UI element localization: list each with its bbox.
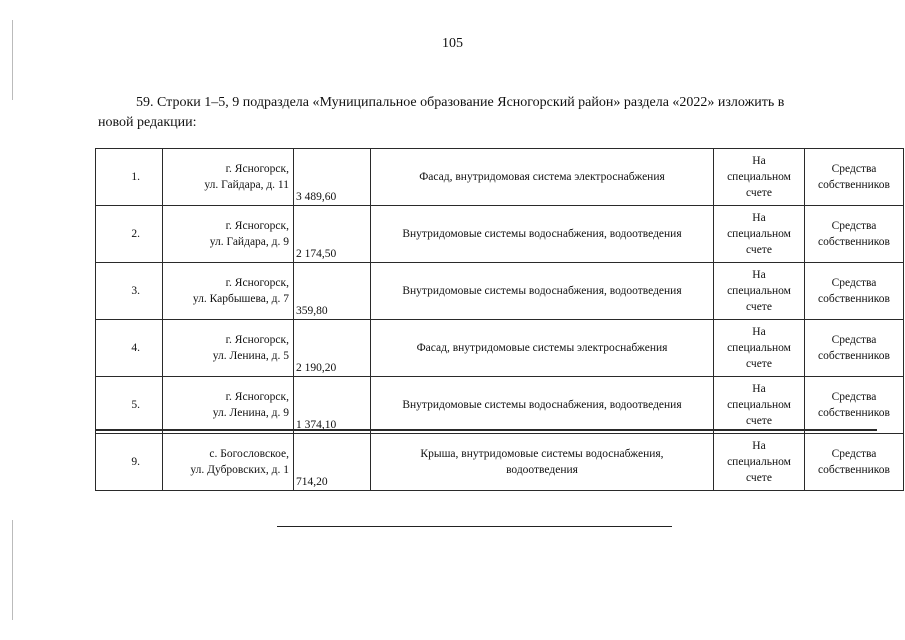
funding-cell: Средства собственников: [805, 206, 904, 263]
table-row: [96, 149, 904, 206]
address-cell: с. Богословское, ул. Дубровских, д. 1: [163, 434, 294, 491]
main-table: [95, 148, 904, 434]
table-row: [96, 377, 904, 434]
work-cell: Внутридомовые системы водоснабжения, водоотведения: [371, 377, 714, 434]
closing-rule: [277, 526, 672, 527]
funding-cell: Средства собственников: [805, 377, 904, 434]
cost-cell: 714,20: [294, 434, 371, 491]
address-cell: г. Ясногорск, ул. Ленина, д. 5: [163, 320, 294, 377]
work-cell: Внутридомовые системы водоснабжения, водоотведения: [371, 206, 714, 263]
account-cell: На специальном счете: [714, 434, 805, 491]
row-number: 2.: [96, 206, 163, 263]
cost-cell: 3 489,60: [294, 149, 371, 206]
funding-cell: Средства собственников: [805, 263, 904, 320]
row-number: 5.: [96, 377, 163, 434]
table-separator: [95, 429, 877, 431]
address-cell: г. Ясногорск, ул. Ленина, д. 9: [163, 377, 294, 434]
intro-line-1: 59. Строки 1–5, 9 подраздела «Муниципальное образование Ясногорский район» раздела «2022» изложить в: [136, 95, 785, 110]
funding-cell: Средства собственников: [805, 320, 904, 377]
work-cell: Внутридомовые системы водоснабжения, водоотведения: [371, 263, 714, 320]
account-cell: На специальном счете: [714, 320, 805, 377]
cost-cell: 2 190,20: [294, 320, 371, 377]
address-cell: г. Ясногорск, ул. Карбышева, д. 7: [163, 263, 294, 320]
account-cell: На специальном счете: [714, 263, 805, 320]
margin-mark: [12, 520, 13, 620]
page-number: 105: [442, 36, 463, 51]
intro-paragraph: [98, 93, 856, 133]
table-row: [96, 320, 904, 377]
table-row: [96, 263, 904, 320]
account-cell: На специальном счете: [714, 377, 805, 434]
work-cell: Фасад, внутридомовые системы электроснабжения: [371, 320, 714, 377]
margin-mark: [12, 20, 13, 100]
row-9-table: [95, 433, 904, 491]
funding-cell: Средства собственников: [805, 434, 904, 491]
row-number: 3.: [96, 263, 163, 320]
address-cell: г. Ясногорск, ул. Гайдара, д. 9: [163, 206, 294, 263]
table-row: [96, 206, 904, 263]
intro-line-2: новой редакции:: [98, 115, 197, 130]
table-row: [96, 434, 904, 491]
row-number: 1.: [96, 149, 163, 206]
cost-cell: 359,80: [294, 263, 371, 320]
row-number: 9.: [96, 434, 163, 491]
funding-cell: Средства собственников: [805, 149, 904, 206]
work-cell: Фасад, внутридомовая система электроснабжения: [371, 149, 714, 206]
account-cell: На специальном счете: [714, 149, 805, 206]
account-cell: На специальном счете: [714, 206, 805, 263]
row-number: 4.: [96, 320, 163, 377]
work-cell: Крыша, внутридомовые системы водоснабжения, водоотведения: [371, 434, 714, 491]
cost-cell: 2 174,50: [294, 206, 371, 263]
cost-cell: 1 374,10: [294, 377, 371, 434]
address-cell: г. Ясногорск, ул. Гайдара, д. 11: [163, 149, 294, 206]
